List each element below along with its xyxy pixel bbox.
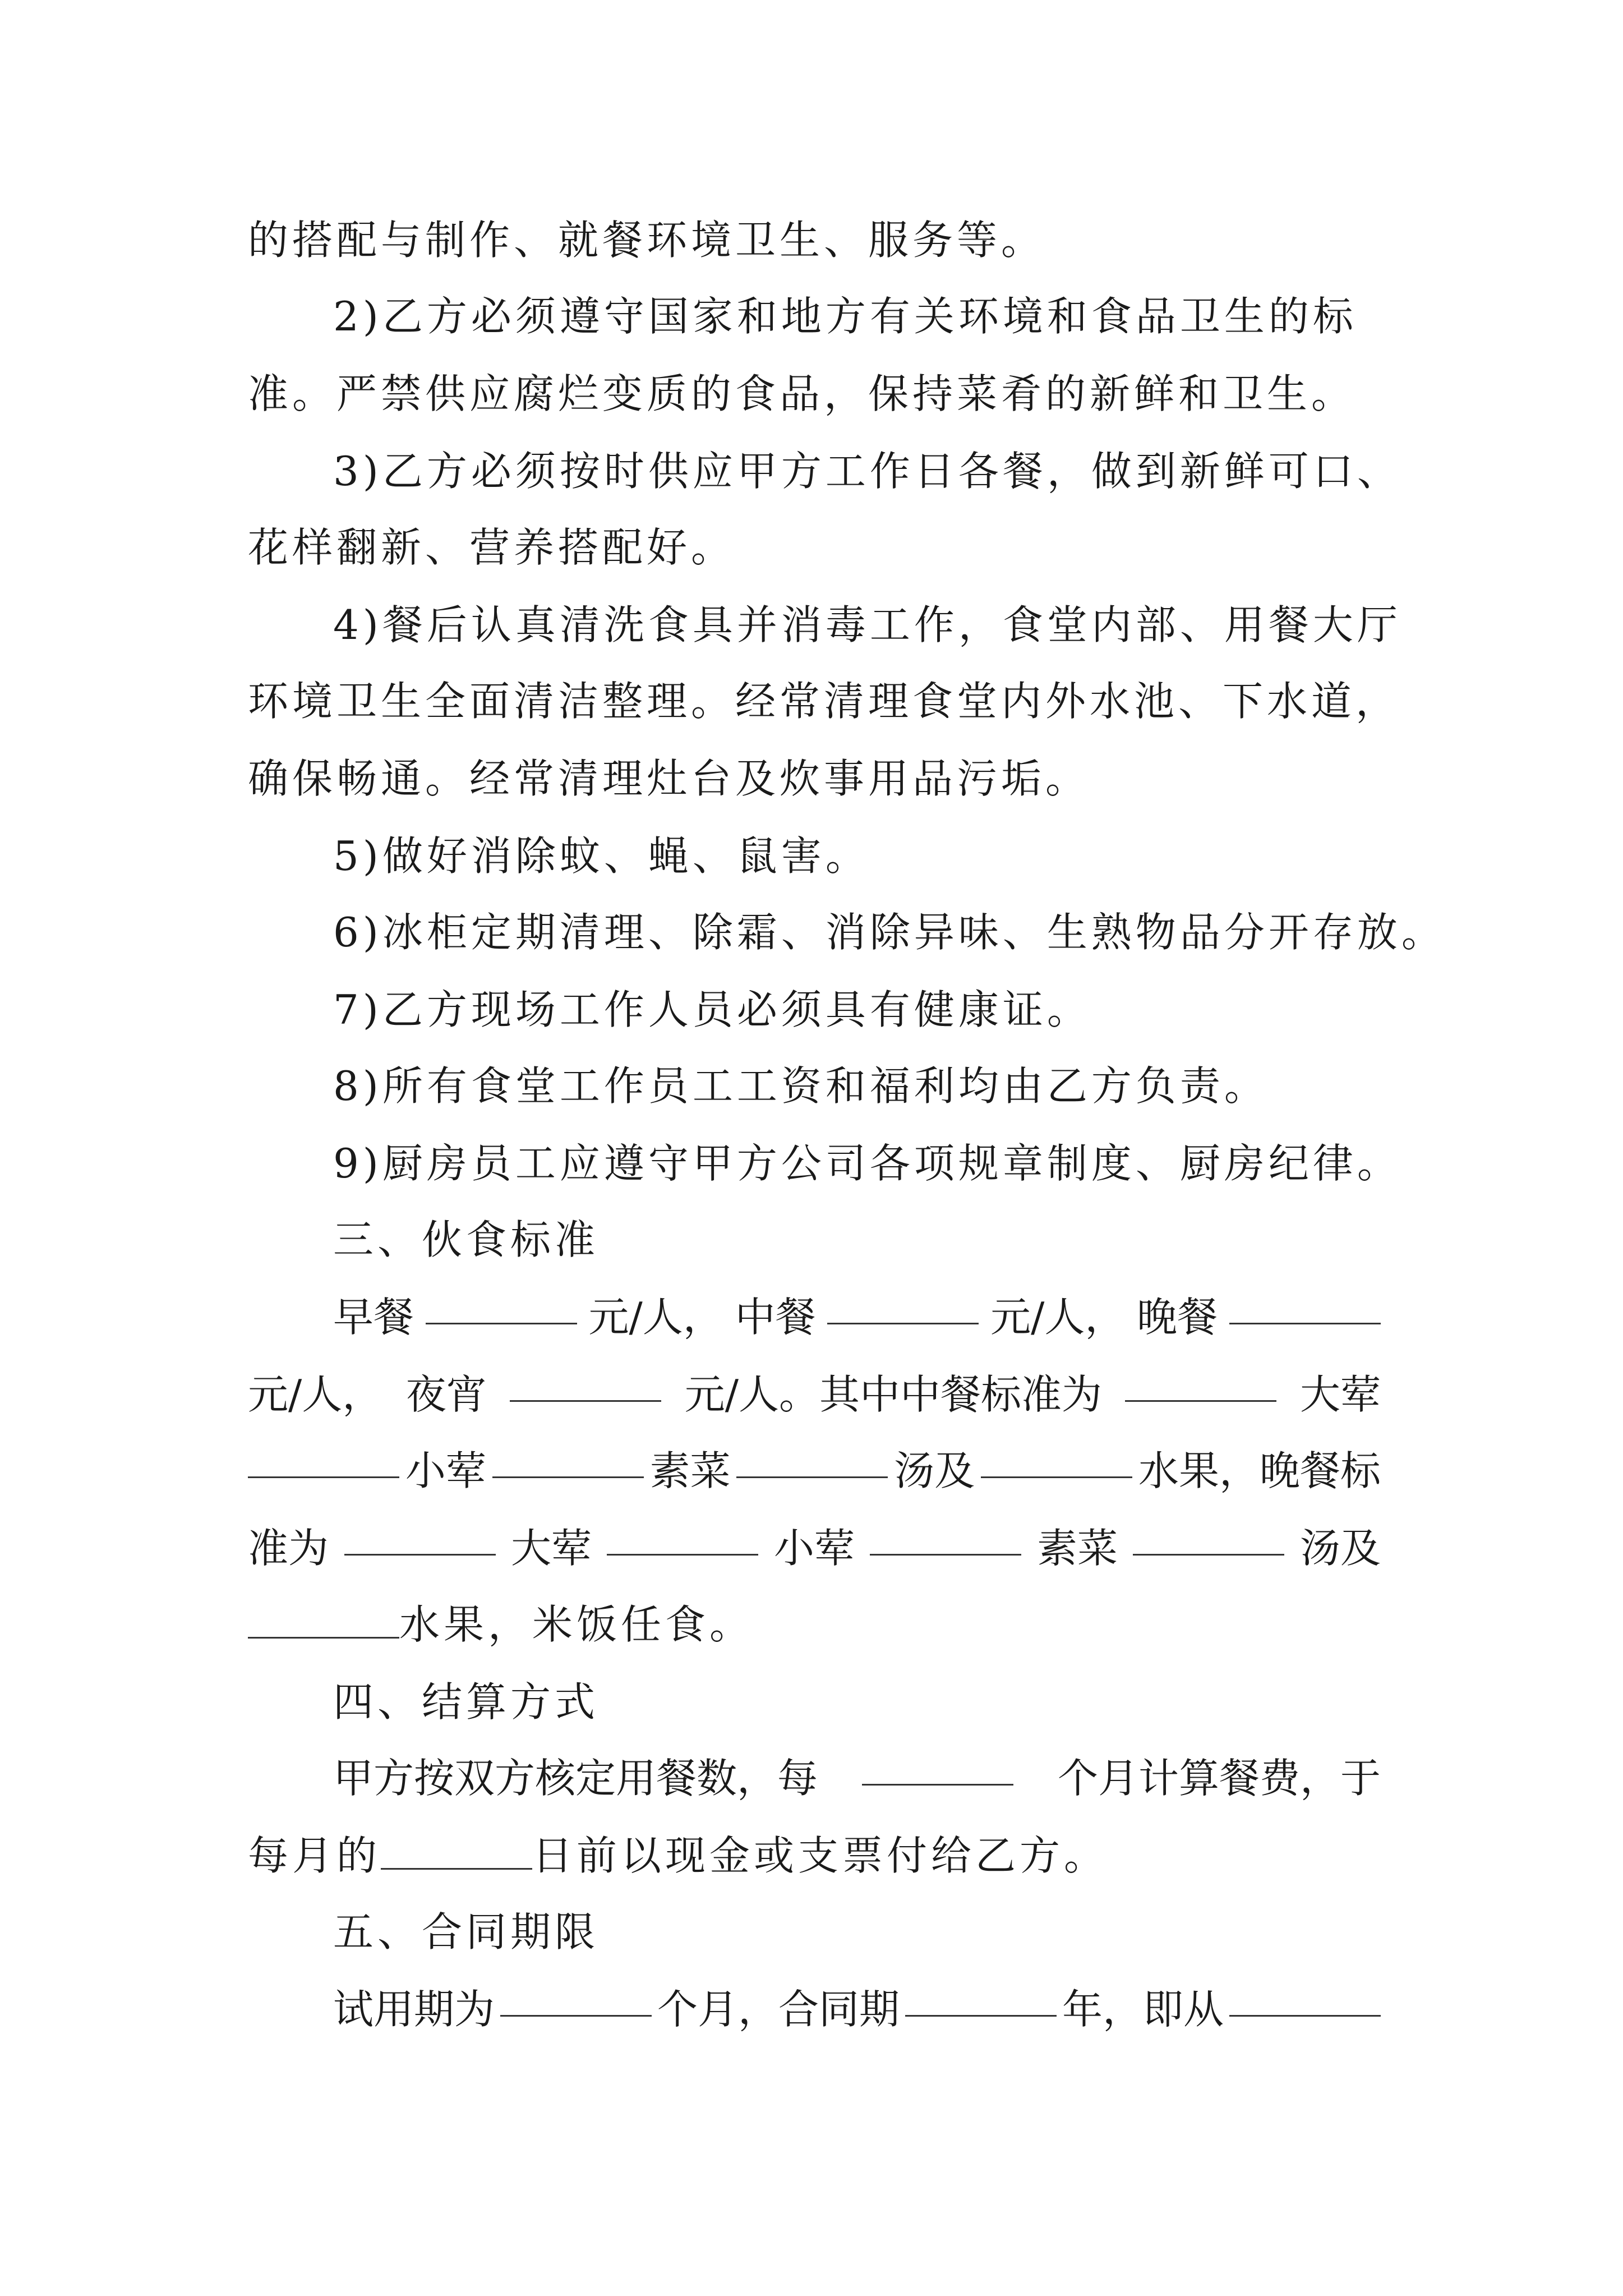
fill-blank[interactable] bbox=[381, 1834, 532, 1870]
meal-standard-line-4 bbox=[248, 1520, 1381, 1576]
paragraph-line: 5)做好消除蚊、蝇、鼠害。 bbox=[333, 832, 870, 880]
fill-blank[interactable] bbox=[981, 1443, 1132, 1478]
label: 汤及 bbox=[894, 1447, 975, 1494]
paragraph-line: 花样翻新、营养搭配好。 bbox=[248, 524, 736, 571]
meal-standard-line-2 bbox=[248, 1366, 1381, 1423]
label: 素菜 bbox=[649, 1447, 731, 1494]
paragraph-line: 3)乙方必须按时供应甲方工作日各餐，做到新鲜可口、 bbox=[333, 448, 1401, 495]
label: 素菜 bbox=[1036, 1525, 1118, 1572]
fill-blank[interactable] bbox=[1229, 1289, 1381, 1324]
fill-blank[interactable] bbox=[1133, 1520, 1284, 1556]
label: 个月计算餐费，于 bbox=[1057, 1755, 1381, 1802]
fill-blank[interactable] bbox=[1229, 1981, 1381, 2017]
label: 个月，合同期 bbox=[657, 1986, 900, 2033]
label: 元/人。其中中餐标准为 bbox=[684, 1371, 1102, 1418]
fill-blank[interactable] bbox=[426, 1289, 577, 1324]
paragraph-line: 7)乙方现场工作人员必须具有健康证。 bbox=[333, 986, 1091, 1033]
label: 元/人， bbox=[248, 1371, 383, 1418]
label: 夜宵 bbox=[405, 1371, 487, 1418]
fill-blank[interactable] bbox=[500, 1981, 652, 2017]
fill-blank[interactable] bbox=[1125, 1366, 1276, 1402]
label: 水果，米饭任食。 bbox=[399, 1601, 754, 1648]
meal-standard-line-1 bbox=[333, 1289, 1381, 1345]
settlement-line-1 bbox=[333, 1750, 1381, 1806]
fill-blank[interactable] bbox=[344, 1520, 496, 1556]
paragraph-line: 2)乙方必须遵守国家和地方有关环境和食品卫生的标 bbox=[333, 293, 1357, 340]
label: 每月的 bbox=[248, 1832, 381, 1879]
fill-blank[interactable] bbox=[607, 1520, 758, 1556]
label: 汤及 bbox=[1299, 1525, 1381, 1572]
paragraph-line: 4)餐后认真清洗食具并消毒工作，食堂内部、用餐大厅 bbox=[333, 601, 1401, 648]
fill-blank[interactable] bbox=[827, 1289, 979, 1324]
term-line-1 bbox=[333, 1981, 1381, 2037]
label: 元/人， bbox=[990, 1294, 1126, 1341]
settlement-line-2 bbox=[248, 1828, 1381, 1884]
fill-blank[interactable] bbox=[862, 1750, 1013, 1786]
fill-blank[interactable] bbox=[248, 1443, 399, 1478]
fill-blank[interactable] bbox=[736, 1443, 888, 1478]
label: 小荤 bbox=[773, 1525, 855, 1572]
paragraph-line: 确保畅通。经常清理灶台及炊事用品污垢。 bbox=[248, 755, 1090, 802]
label: 年，即从 bbox=[1062, 1986, 1224, 2033]
fill-blank[interactable] bbox=[492, 1443, 644, 1478]
fill-blank[interactable] bbox=[870, 1520, 1021, 1556]
label: 准为 bbox=[248, 1525, 329, 1572]
label: 小荤 bbox=[405, 1447, 486, 1494]
label: 日前以现金或支票付给乙方。 bbox=[532, 1832, 1109, 1879]
paragraph-line: 准。严禁供应腐烂变质的食品，保持菜肴的新鲜和卫生。 bbox=[248, 370, 1356, 417]
paragraph-line: 6)冰柜定期清理、除霜、消除异味、生熟物品分开存放。 bbox=[333, 909, 1446, 956]
section-heading: 五、合同期限 bbox=[333, 1908, 600, 1955]
meal-standard-line-5 bbox=[248, 1596, 1381, 1653]
fill-blank[interactable] bbox=[248, 1603, 399, 1639]
label: 元/人， bbox=[588, 1294, 723, 1341]
label: 试用期为 bbox=[333, 1986, 495, 2033]
label: 中餐 bbox=[735, 1294, 816, 1341]
label: 大荤 bbox=[510, 1525, 592, 1572]
paragraph-line: 9)厨房员工应遵守甲方公司各项规章制度、厨房纪律。 bbox=[333, 1140, 1401, 1187]
paragraph-line: 的搭配与制作、就餐环境卫生、服务等。 bbox=[248, 217, 1046, 264]
paragraph-line: 环境卫生全面清洁整理。经常清理食堂内外水池、下水道， bbox=[248, 678, 1400, 725]
fill-blank[interactable] bbox=[510, 1366, 661, 1402]
label: 早餐 bbox=[333, 1294, 414, 1341]
paragraph-line: 8)所有食堂工作员工工资和福利均由乙方负责。 bbox=[333, 1062, 1269, 1110]
label: 水果，晚餐标 bbox=[1138, 1447, 1381, 1494]
label: 大荤 bbox=[1299, 1371, 1381, 1418]
label: 甲方按双方核定用餐数，每 bbox=[333, 1755, 818, 1802]
meal-standard-line-3 bbox=[248, 1443, 1381, 1499]
section-heading: 三、伙食标准 bbox=[333, 1216, 600, 1263]
label: 晚餐 bbox=[1137, 1294, 1218, 1341]
section-heading: 四、结算方式 bbox=[333, 1678, 600, 1726]
fill-blank[interactable] bbox=[905, 1981, 1057, 2017]
